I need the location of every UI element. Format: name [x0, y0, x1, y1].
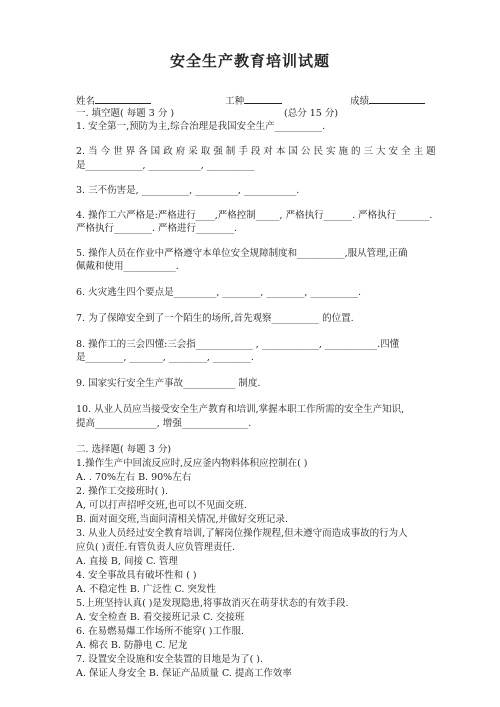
fill-item-3: 3. 三不伤害是, __________, _________, ___________.: [76, 185, 300, 196]
choice-line: 5.上班坚持认真( )是发现隐患,将事故消灭在萌芽状态的有效手段.: [76, 598, 349, 609]
fill-item-2-cont: 是____________, ___________, __________: [76, 160, 255, 171]
candidate-info-row: [76, 94, 425, 108]
choice-line: A. . 70%左右 B. 90%左右: [76, 472, 192, 483]
choice-line: 2. 操作工交接班时( ).: [76, 486, 169, 497]
fill-item-5-cont: 佩戴和使用___________.: [76, 261, 179, 272]
choice-line: A, 可以打声招呼交班,也可以不见面交班.: [76, 500, 247, 511]
fill-item-8: 8. 操作工的三会四懂:三会指____________ , ____________, ___________.四懂: [76, 339, 400, 350]
choice-line: A. 不稳定性 B. 广泛性 C. 突发性: [76, 584, 216, 595]
choice-line: 应负( )责任.有管负责人应负管理责任.: [76, 542, 235, 553]
job-type-blank: [244, 94, 282, 104]
fill-item-4: 4. 操作工六严格是:严格进行____,严格控制_____, 严格执行______. 严格执行_______.: [76, 210, 433, 221]
job-type-label: 工种: [225, 96, 245, 107]
fill-item-2: 2. 当 今 世 界 各 国 政 府 采 取 强 制 手 段 对 本 国 公 民 实 施 的 三 大 安 全 主 题: [76, 146, 436, 157]
choice-line: 3. 从业人员经过安全教育培训,了解岗位操作规程,但未遵守而造成事故的行为人: [76, 528, 408, 539]
choice-line: A. 保证人身安全 B. 保证产品质量 C. 提高工作效率: [76, 668, 292, 679]
section2-heading: 二. 选择题( 每题 3 分): [76, 444, 172, 455]
choice-line: 7. 设置安全设施和安全装置的目地是为了( ).: [76, 654, 264, 665]
choice-line: 4. 安全事故具有破坏性和 ( ): [76, 570, 197, 581]
score-blank: [369, 94, 425, 104]
fill-item-9: 9. 国家实行安全生产事故___________ 制度.: [76, 378, 261, 389]
fill-item-10-cont: 提高_____________, 增强______________.: [76, 418, 252, 429]
fill-item-5: 5. 操作人员在作业中严格遵守本单位安全规障制度和__________,服从管理,正确: [76, 248, 408, 259]
section1-heading-row: [76, 108, 339, 120]
choice-line: A. 直接 B, 间接 C. 管理: [76, 556, 178, 567]
fill-item-1: 1. 安全第一,预防为主,综合治理是我国安全生产__________.: [76, 121, 326, 132]
section1-total: (总分 15 分): [284, 108, 339, 119]
choice-line: 1.操作生产中回流反应时,反应釜内物料体积应控制在( ): [76, 458, 308, 469]
fill-item-4-cont: 严格执行________. 严格进行________.: [76, 223, 238, 234]
name-label: 姓名: [76, 96, 96, 107]
choice-line: A. 棉衣 B. 防静电 C. 尼龙: [76, 640, 188, 651]
choice-line: A. 安全检查 B. 看交接班记录 C. 交接班: [76, 612, 245, 623]
fill-item-7: 7. 为了保障安全到了一个陌生的场所,首先观察__________ 的位置.: [76, 313, 354, 324]
score-label: 成绩: [350, 96, 370, 107]
name-blank: [95, 94, 151, 104]
choice-line: B. 面对面交班,当面问清相关情况,并做好交班记录.: [76, 514, 289, 525]
fill-item-8-cont: 是________, _______, ________, ________.: [76, 352, 254, 363]
choice-line: 6. 在易燃易爆工作场所不能穿( )工作服.: [76, 626, 245, 637]
page-title: 安全生产教育培训试题: [169, 52, 330, 70]
section1-heading: 一. 填空题( 每题 3 分 ): [76, 108, 175, 119]
fill-item-6: 6. 火灾逃生四个要点是_________, ________, ________, __________.: [76, 287, 361, 298]
fill-item-10: 10. 从业人员应当接受安全生产教育和培训,掌握本职工作所需的安全生产知识,: [76, 404, 405, 415]
